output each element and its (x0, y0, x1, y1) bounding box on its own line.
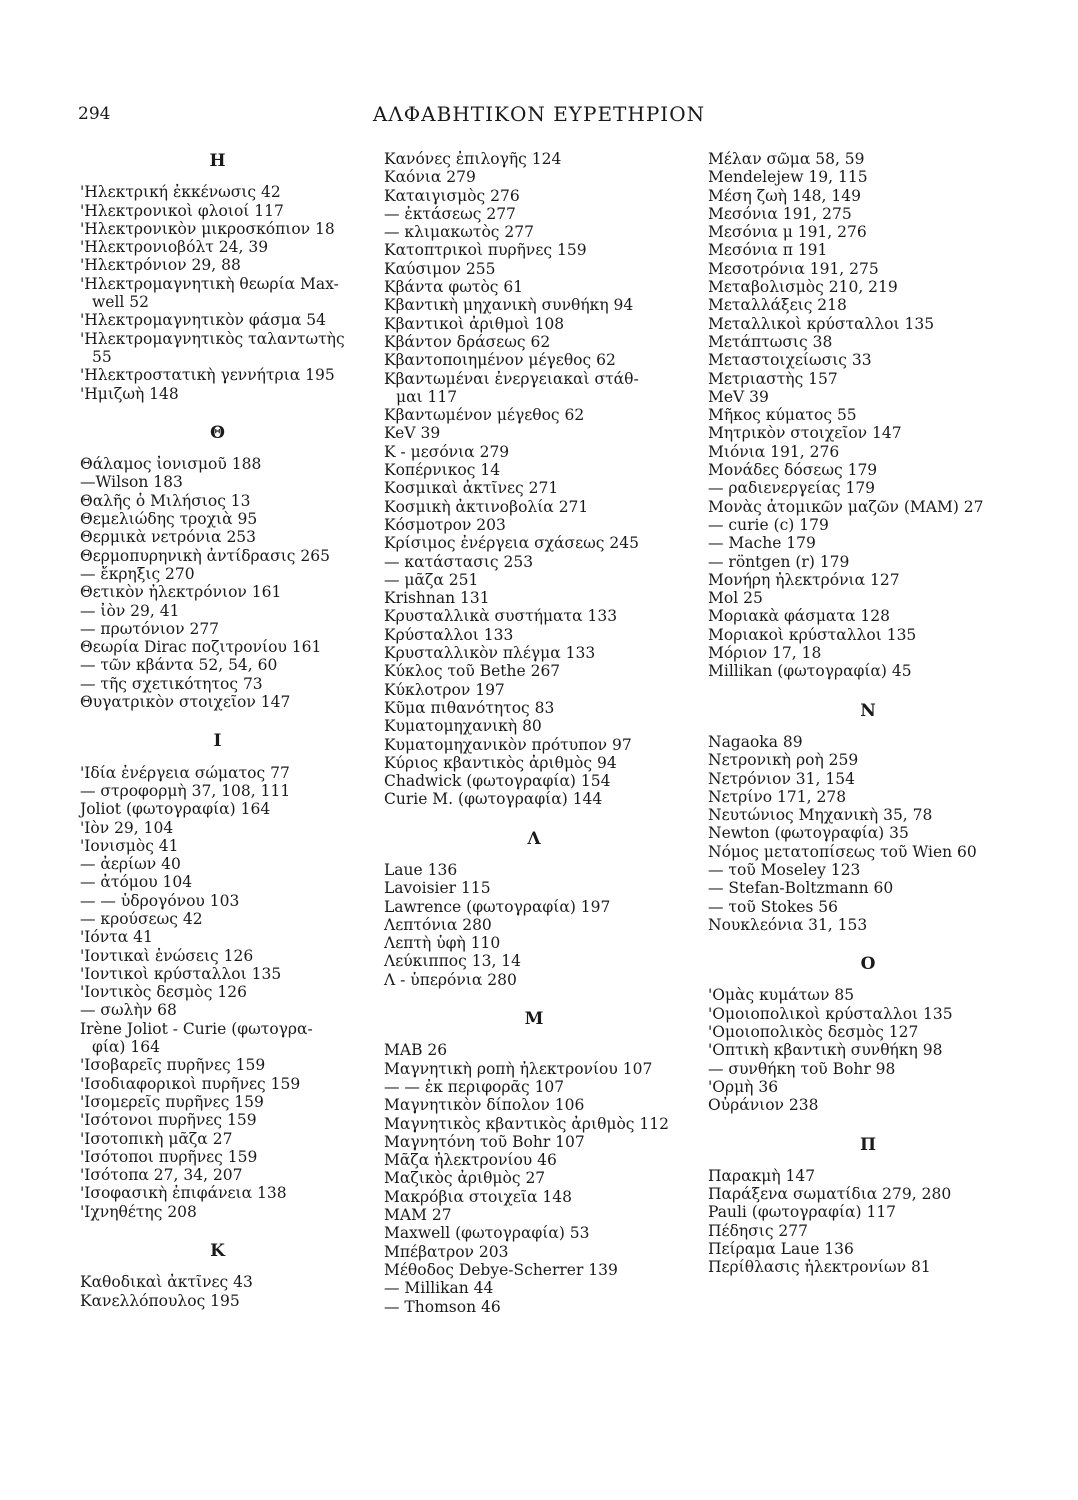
index-entry: Newton (φωτογραφία) 35 (708, 824, 909, 843)
index-column-3 (708, 150, 1028, 1277)
index-entry: Krishnan 131 (384, 589, 490, 608)
index-entry: 'Ισοδιαφορικοὶ πυρῆνες 159 (80, 1074, 301, 1093)
section-heading: Θ (210, 422, 225, 443)
page-number: 294 (78, 104, 111, 124)
index-entry: 'Ορμὴ 36 (708, 1077, 779, 1096)
index-entry: Κύκλος τοῦ Bethe 267 (384, 662, 561, 681)
index-entry: Maxwell (φωτογραφία) 53 (384, 1224, 590, 1243)
index-entry: Θεμελιώδης τροχιὰ 95 (80, 510, 258, 529)
index-entry: Κῦμα πιθανότητος 83 (384, 698, 555, 717)
index-entry: Μόριον 17, 18 (708, 644, 822, 663)
index-entry: Κβάντα φωτὸς 61 (384, 278, 524, 297)
index-entry: 'Ηλεκτροστατικὴ γεννήτρια 195 (80, 366, 335, 385)
index-entry: Curie M. (φωτογραφία) 144 (384, 790, 603, 809)
index-entry: — röntgen (r) 179 (708, 552, 850, 571)
index-entry: — Millikan 44 (384, 1279, 494, 1298)
index-entry: Κυματομηχανικὸν πρότυπον 97 (384, 735, 632, 754)
index-entry: Μαγνητικὴ ροπὴ ἠλεκτρονίου 107 (384, 1059, 653, 1078)
index-entry: Κρύσταλλοι 133 (384, 625, 514, 644)
index-entry: 'Ιονισμὸς 41 (80, 836, 179, 855)
index-entry: Μπέβατρον 203 (384, 1242, 509, 1261)
index-entry: 'Ισότοποι πυρῆνες 159 (80, 1147, 258, 1166)
index-entry: Κβαντωμένον μέγεθος 62 (384, 406, 585, 425)
index-entry: Κοσμικαὶ ἀκτῖνες 271 (384, 479, 559, 498)
index-entry: Πέδησις 277 (708, 1221, 809, 1240)
index-entry: Κβαντοποιημένον μέγεθος 62 (384, 351, 616, 370)
index-entry: — Thomson 46 (384, 1297, 501, 1316)
index-entry: Κόσμοτρον 203 (384, 515, 506, 534)
index-entry: Κοσμικὴ ἀκτινοβολία 271 (384, 497, 589, 516)
index-entry: Mol 25 (708, 589, 763, 608)
index-entry: 'Ιχνηθέτης 208 (80, 1202, 197, 1221)
index-entry: Παρακμὴ 147 (708, 1166, 816, 1185)
index-entry: Nagaoka 89 (708, 732, 803, 751)
index-entry: Λ - ὑπερόνια 280 (384, 970, 517, 989)
index-entry: Μεταλλικοὶ κρύσταλλοι 135 (708, 314, 935, 333)
section-heading: Λ (527, 828, 541, 849)
index-entry: — κρούσεως 42 (80, 909, 203, 928)
index-entry: Μονάδες δόσεως 179 (708, 461, 878, 480)
index-entry: — curie (c) 179 (708, 515, 829, 534)
index-entry: 'Ιοντικαὶ ἑνώσεις 126 (80, 946, 254, 965)
index-entry: Μέση ζωὴ 148, 149 (708, 186, 861, 205)
index-entry: 'Ημιζωὴ 148 (80, 384, 179, 403)
index-entry: Μεσόνια π 191 (708, 241, 828, 260)
index-entry: Laue 136 (384, 860, 458, 879)
index-entry: 55 (92, 347, 112, 366)
index-entry: Νετρονικὴ ροὴ 259 (708, 751, 859, 770)
index-entry: 'Ιόντα 41 (80, 928, 153, 947)
index-entry: MAM 27 (384, 1206, 452, 1225)
index-entry: Μέλαν σῶμα 58, 59 (708, 150, 865, 168)
index-entry: Μαζικὸς ἀριθμὸς 27 (384, 1169, 546, 1188)
section-heading: Κ (210, 1241, 225, 1262)
index-entry: — — ὑδρογόνου 103 (80, 891, 240, 910)
index-entry: Μονήρη ἠλεκτρόνια 127 (708, 570, 900, 589)
index-entry: — τῆς σχετικότητος 73 (80, 674, 263, 693)
index-entry: Μαγνητικὸν δίπολον 106 (384, 1096, 585, 1115)
index-entry: 'Ομοιοπολικὸς δεσμὸς 127 (708, 1023, 919, 1042)
index-entry: Μακρόβια στοιχεῖα 148 (384, 1187, 572, 1206)
section-heading: Μ (524, 1009, 544, 1030)
index-entry: Μεταστοιχείωσις 33 (708, 351, 872, 370)
index-entry: Νετρόνιον 31, 154 (708, 769, 855, 788)
index-entry: Κρίσιμος ἐνέργεια σχάσεως 245 (384, 534, 639, 553)
index-entry: Θυγατρικὸν στοιχεῖον 147 (80, 693, 291, 712)
index-entry: Νουκλεόνια 31, 153 (708, 915, 868, 934)
index-entry: φία) 164 (92, 1038, 160, 1057)
index-entry: Καταιγισμὸς 276 (384, 186, 520, 205)
index-entry: Μεταβολισμὸς 210, 219 (708, 278, 898, 297)
index-entry: Pauli (φωτογραφία) 117 (708, 1203, 897, 1222)
index-entry: 'Ηλεκτρονικοὶ φλοιοί 117 (80, 201, 284, 220)
index-entry: 'Ισοβαρεῖς πυρῆνες 159 (80, 1056, 266, 1075)
index-entry: Οὐράνιον 238 (708, 1096, 819, 1115)
index-entry: Κ - μεσόνια 279 (384, 442, 510, 461)
index-entry: Κύκλοτρον 197 (384, 680, 505, 699)
index-entry: Μιόνια 191, 276 (708, 442, 840, 461)
index-entry: Μεσόνια μ 191, 276 (708, 223, 867, 242)
index-entry: — Stefan-Boltzmann 60 (708, 879, 894, 898)
index-entry: Joliot (φωτογραφία) 164 (80, 800, 271, 819)
index-entry: Πείραμα Laue 136 (708, 1240, 854, 1259)
index-entry: Νόμος μετατοπίσεως τοῦ Wien 60 (708, 842, 977, 861)
page-title: ΑΛΦΑΒΗΤΙΚΟΝ ΕΥΡΕΤΗΡΙΟΝ (372, 102, 706, 126)
index-entry: Μαγνητικὸς κβαντικὸς ἀριθμὸς 112 (384, 1114, 669, 1133)
index-entry: Θερμοπυρηνικὴ ἀντίδρασις 265 (80, 546, 330, 565)
index-entry: — — ἐκ περιφορᾶς 107 (384, 1077, 565, 1096)
index-entry: — συνθήκη τοῦ Bohr 98 (708, 1059, 896, 1078)
index-entry: — ἰὸν 29, 41 (80, 601, 180, 620)
index-entry: Κυματομηχανικὴ 80 (384, 717, 542, 736)
index-entry: MeV 39 (708, 387, 769, 406)
index-entry: — μᾶζα 251 (384, 570, 479, 589)
index-entry: Λεπτόνια 280 (384, 915, 492, 934)
index-entry: —Wilson 183 (80, 473, 183, 492)
index-entry: Θάλαμος ἰονισμοῦ 188 (80, 455, 262, 474)
index-entry: Κβαντικὴ μηχανικὴ συνθήκη 94 (384, 296, 634, 315)
index-entry: 'Ηλεκτρονιοβόλτ 24, 39 (80, 238, 269, 257)
index-entry: 'Ιοντικοὶ κρύσταλλοι 135 (80, 964, 282, 983)
index-entry: 'Ισότονοι πυρῆνες 159 (80, 1111, 257, 1130)
index-entry: Μετριαστὴς 157 (708, 369, 838, 388)
index-entry: Παράξενα σωματίδια 279, 280 (708, 1185, 952, 1204)
index-entry: 'Οπτικὴ κβαντικὴ συνθήκη 98 (708, 1041, 943, 1060)
index-entry: Μετάπτωσις 38 (708, 332, 833, 351)
index-entry: well 52 (92, 293, 150, 312)
index-entry: — τοῦ Moseley 123 (708, 860, 861, 879)
index-entry: Μοριακοὶ κρύσταλλοι 135 (708, 625, 917, 644)
index-entry: — ἐκτάσεως 277 (384, 204, 516, 223)
index-entry: MAB 26 (384, 1041, 448, 1060)
index-entry: Μητρικὸν στοιχεῖον 147 (708, 424, 902, 443)
index-entry: — κλιμακωτὸς 277 (384, 223, 534, 242)
index-entry: Μοριακὰ φάσματα 128 (708, 607, 890, 626)
index-entry: 'Ιοντικὸς δεσμὸς 126 (80, 983, 247, 1002)
index-entry: Μεσόνια 191, 275 (708, 204, 852, 223)
index-entry: — τῶν κβάντα 52, 54, 60 (80, 656, 278, 675)
index-entry: — ἔκρηξις 270 (80, 564, 195, 583)
index-entry: 'Ισότοπα 27, 34, 207 (80, 1166, 243, 1185)
section-heading: Η (209, 151, 226, 171)
section-heading: Ν (860, 700, 876, 721)
index-entry: 'Ομὰς κυμάτων 85 (708, 986, 855, 1005)
index-entry: Κβάντον δράσεως 62 (384, 332, 551, 351)
index-entry: Καύσιμον 255 (384, 259, 496, 278)
index-entry: Μᾶζα ἠλεκτρονίου 46 (384, 1151, 557, 1170)
index-entry: Λεύκιππος 13, 14 (384, 952, 522, 971)
index-entry: Κρυσταλλικὸν πλέγμα 133 (384, 644, 596, 663)
index-entry: — στροφορμὴ 37, 108, 111 (80, 781, 291, 800)
index-entry: 'Ηλεκτρομαγνητικὸς ταλαντωτὴς (80, 329, 345, 348)
index-entry: Θετικὸν ἠλεκτρόνιον 161 (80, 583, 282, 602)
index-entry: Καόνια 279 (384, 168, 476, 187)
section-heading: Ι (213, 731, 222, 752)
index-entry: Κανελλόπουλος 195 (80, 1291, 240, 1310)
index-entry: 'Ηλεκτρική ἐκκένωσις 42 (80, 183, 281, 202)
index-entry: Μέθοδος Debye-Scherrer 139 (384, 1260, 618, 1279)
index-entry: Chadwick (φωτογραφία) 154 (384, 772, 611, 791)
index-entry: 'Ηλεκτρομαγνητικὴ θεωρία Max- (80, 274, 339, 293)
index-entry: 'Ηλεκτρονικὸν μικροσκόπιον 18 (80, 219, 335, 238)
index-entry: — τοῦ Stokes 56 (708, 897, 839, 916)
index-entry: 'Ιὸν 29, 104 (80, 818, 174, 837)
index-entry: Μῆκος κύματος 55 (708, 406, 857, 425)
index-entry: 'Ιδία ἐνέργεια σώματος 77 (80, 763, 290, 782)
index-entry: Μεταλλάξεις 218 (708, 296, 847, 315)
index-entry: — πρωτόνιον 277 (80, 619, 220, 638)
index-entry: 'Ισομερεῖς πυρῆνες 159 (80, 1092, 264, 1111)
index-entry: Κοπέρνικος 14 (384, 461, 501, 480)
index-entry: Θεωρία Dirac ποζιτρονίου 161 (80, 638, 322, 657)
index-entry: Millikan (φωτογραφία) 45 (708, 662, 912, 681)
index-entry: Irène Joliot - Curie (φωτογρα- (80, 1019, 313, 1038)
index-entry: Κανόνες ἐπιλογῆς 124 (384, 150, 562, 168)
index-entry: 'Ισοτοπικὴ μᾶζα 27 (80, 1129, 233, 1148)
index-entry: 'Ισοφασικὴ ἐπιφάνεια 138 (80, 1184, 287, 1203)
index-entry: Μεσοτρόνια 191, 275 (708, 259, 879, 278)
index-entry: Νετρίνο 171, 278 (708, 787, 847, 806)
index-entry: Κβαντικοὶ ἀριθμοὶ 108 (384, 314, 565, 333)
index-entry: KeV 39 (384, 424, 441, 443)
index-entry: Lavoisier 115 (384, 879, 491, 898)
index-entry: Κβαντωμέναι ἐνεργειακαὶ στάθ- (384, 369, 639, 388)
index-entry: Νευτώνιος Μηχανικὴ 35, 78 (708, 806, 933, 825)
index-entry: Μαγνητόνη τοῦ Bohr 107 (384, 1132, 585, 1151)
section-heading: Ο (860, 954, 876, 975)
index-entry: Μονὰς ἀτομικῶν μαζῶν (MAM) 27 (708, 497, 984, 516)
index-entry: Lawrence (φωτογραφία) 197 (384, 897, 611, 916)
index-entry: — ἀτόμου 104 (80, 873, 193, 892)
index-entry: 'Ηλεκτρομαγνητικὸν φάσμα 54 (80, 311, 326, 330)
index-entry: — ραδιενεργείας 179 (708, 479, 876, 498)
index-entry: μαι 117 (396, 387, 458, 406)
index-entry: Θερμικὰ νετρόνια 253 (80, 528, 257, 547)
index-entry: Λεπτὴ ὑφὴ 110 (384, 934, 501, 953)
index-entry: Mendelejew 19, 115 (708, 168, 868, 187)
index-entry: Κύριος κβαντικὸς ἀριθμὸς 94 (384, 753, 617, 772)
index-entry: — Mache 179 (708, 534, 816, 553)
index-entry: — κατάστασις 253 (384, 552, 534, 571)
index-entry: — σωλὴν 68 (80, 1001, 177, 1020)
index-entry: 'Ηλεκτρόνιον 29, 88 (80, 256, 241, 275)
index-entry: Κρυσταλλικὰ συστήματα 133 (384, 607, 618, 626)
index-entry: Περίθλασις ἠλεκτρονίων 81 (708, 1258, 931, 1277)
index-column-2 (384, 150, 684, 1316)
index-column-1 (80, 150, 355, 1310)
index-entry: Καθοδικαὶ ἀκτῖνες 43 (80, 1273, 253, 1292)
index-entry: 'Ομοιοπολικοὶ κρύσταλλοι 135 (708, 1004, 953, 1023)
index-entry: Θαλῆς ὁ Μιλήσιος 13 (80, 491, 251, 510)
section-heading: Π (859, 1134, 877, 1155)
index-entry: — ἀερίων 40 (80, 855, 181, 874)
index-entry: Κατοπτρικοὶ πυρῆνες 159 (384, 241, 587, 260)
